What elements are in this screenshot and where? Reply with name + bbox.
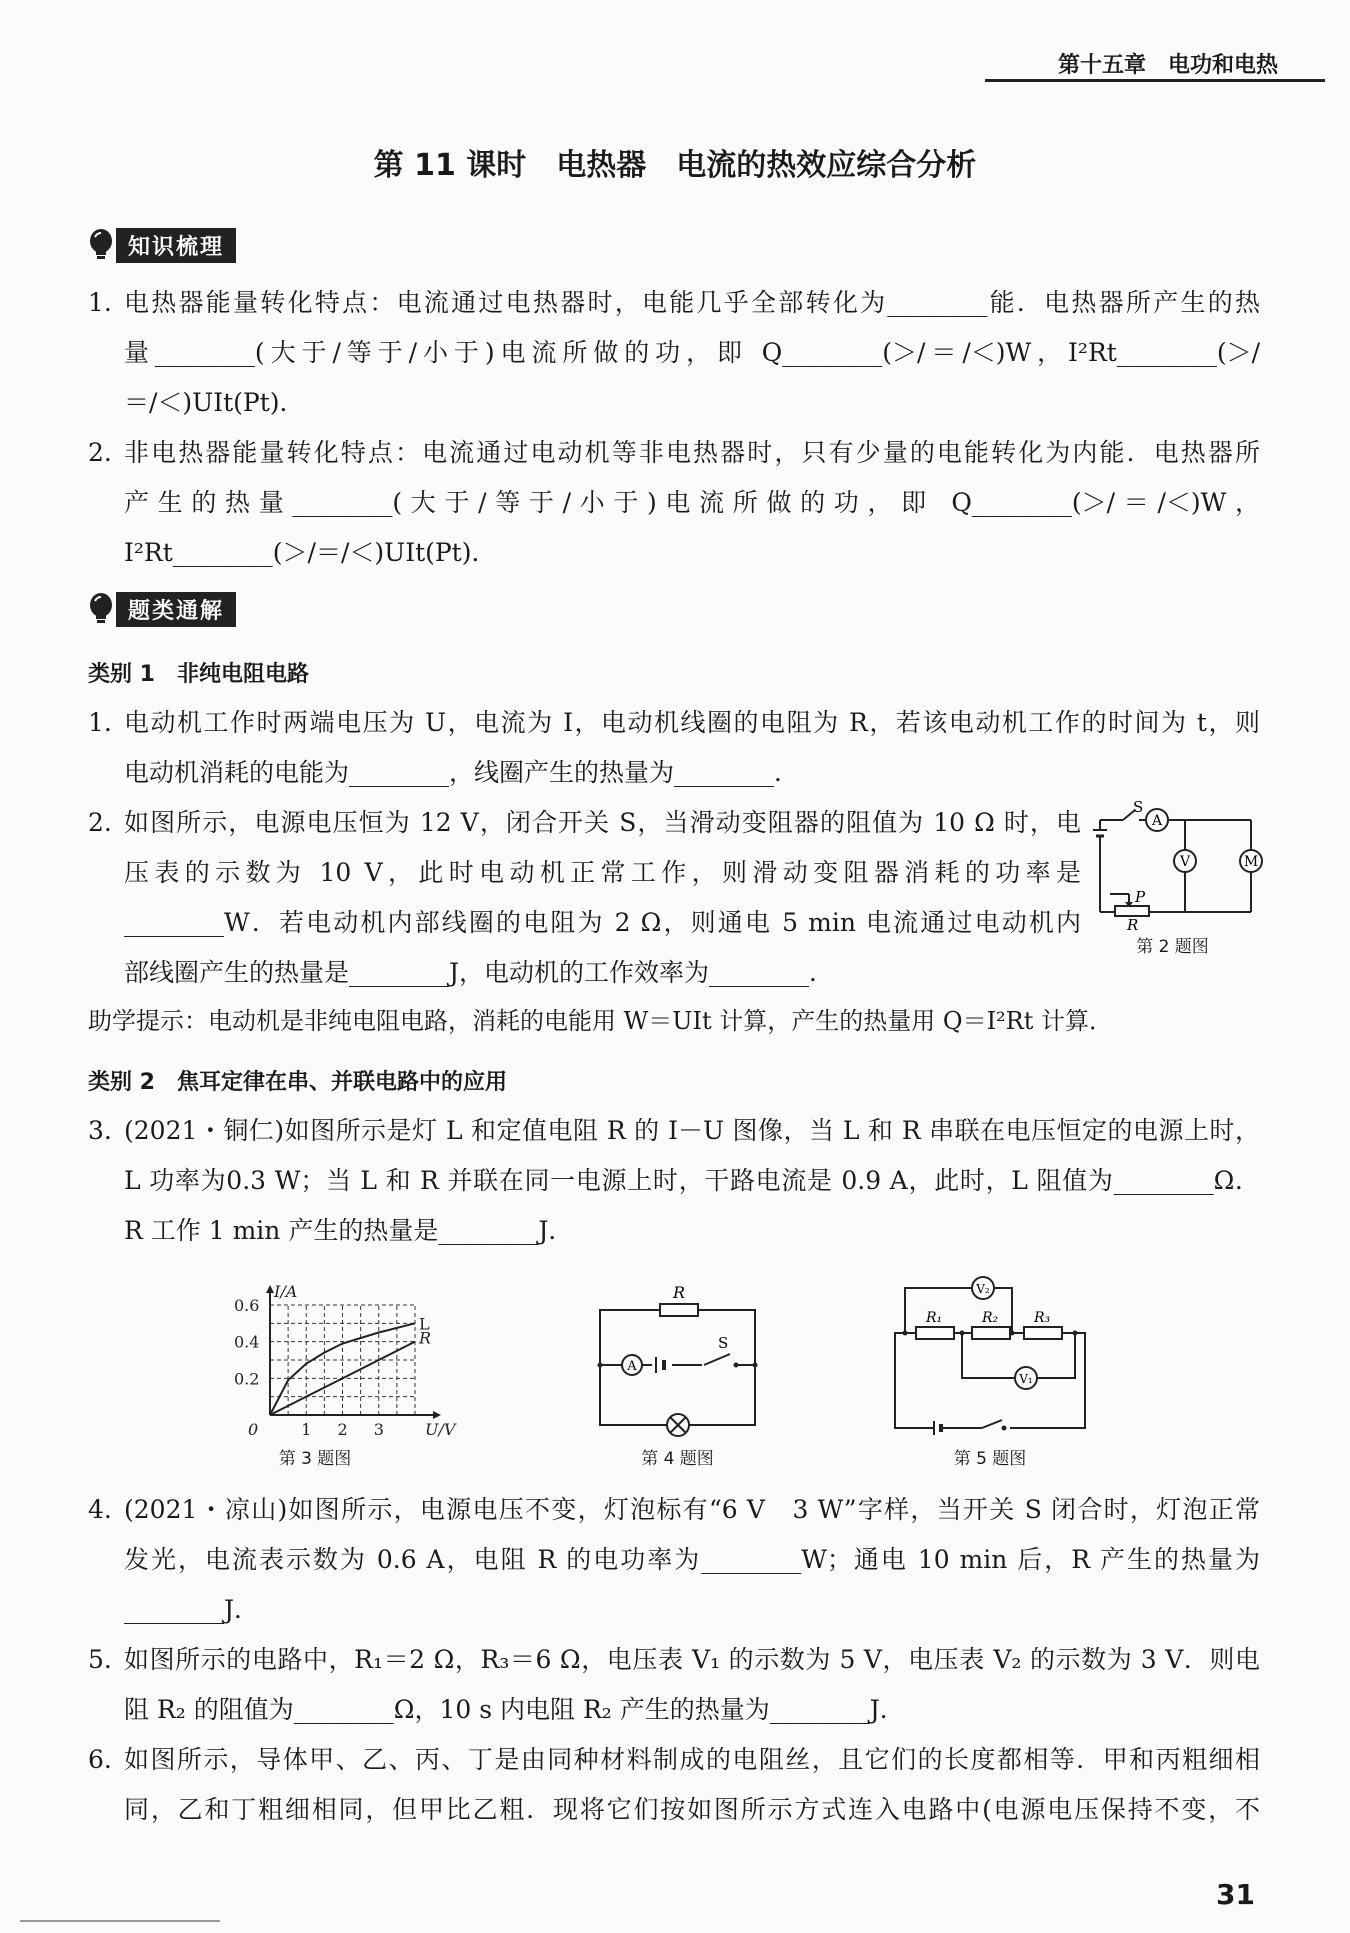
figure-caption: 第 2 题图	[1136, 937, 1209, 957]
knowledge-item-1	[88, 278, 1260, 428]
text-line: 发光，电流表示数为 0.6 A，电阻 R 的电功率为________W；通电 10 min 后，R 产生的热量为	[124, 1545, 1260, 1574]
problem-2	[88, 798, 1260, 998]
knowledge-item-2	[88, 428, 1260, 578]
category-1-block	[88, 652, 1260, 1044]
problem-6	[88, 1735, 1260, 1835]
figure-caption: 第 3 题图	[278, 1449, 352, 1469]
figure-3	[230, 1265, 470, 1469]
text-line: ＝/＜)UIt(Pt)．	[124, 388, 305, 417]
item-number: 2.	[88, 808, 112, 837]
text-line: 同，乙和丁粗细相同，但甲比乙粗．现将它们按如图所示方式连入电路中(电源电压保持不变，不	[124, 1795, 1260, 1824]
item-number: 1.	[88, 708, 112, 737]
figure-5	[890, 1270, 1090, 1469]
problem-4	[88, 1485, 1260, 1635]
r1-label: R₁	[926, 1310, 943, 1326]
circuit-diagram-2	[1085, 798, 1260, 934]
switch-label: S	[718, 1334, 729, 1352]
r3-label: R₃	[1034, 1310, 1051, 1326]
text-line: 电热器能量转化特点：电流通过电热器时，电能几乎全部转化为________能．电热器所产生的热	[124, 288, 1260, 317]
r2-label: R₂	[982, 1310, 999, 1326]
text-line: 量________(大于/等于/小于)电流所做的功，即 Q________(＞/＝/＜)W，I²Rt________(＞/	[124, 338, 1260, 367]
item-number: 4.	[88, 1495, 112, 1524]
text-line: R 工作 1 min 产生的热量是________J．	[124, 1216, 574, 1245]
problem-5	[88, 1635, 1260, 1735]
text-line: 如图所示的电路中，R₁＝2 Ω，R₃＝6 Ω，电压表 V₁ 的示数为 5 V，电压表 V₂ 的示数为 3 V．则电	[124, 1645, 1260, 1674]
item-number: 2.	[88, 438, 112, 467]
category-2-continued	[88, 1485, 1260, 1835]
ammeter-label: A	[1151, 813, 1163, 829]
category-2-title: 类别 2 焦耳定律在串、并联电路中的应用	[88, 1070, 507, 1095]
text-line: 电动机工作时两端电压为 U，电流为 I，电动机线圈的电阻为 R，若该电动机工作的时间为 t，则	[124, 708, 1260, 737]
text-line: 阻 R₂ 的阻值为________Ω，10 s 内电阻 R₂ 产生的热量为________J．	[124, 1695, 905, 1724]
x-tick-label: 2	[337, 1420, 348, 1439]
series-label-R: R	[419, 1328, 432, 1348]
circuit-diagram-4	[590, 1280, 780, 1445]
y-axis-arrow	[266, 1285, 274, 1293]
switch-label: S	[1133, 798, 1144, 816]
x-axis-arrow	[433, 1411, 441, 1419]
rheostat-label: R	[1127, 916, 1139, 934]
bottom-rule	[20, 1920, 220, 1922]
section-knowledge	[88, 228, 236, 262]
text-line: L 功率为0.3 W；当 L 和 R 并联在同一电源上时，干路电流是 0.9 A，此时，L 阻值为________Ω．	[124, 1166, 1260, 1195]
text-line: (2021・凉山)如图所示，电源电压不变，灯泡标有“6 V 3 W”字样，当开关 S 闭合时，灯泡正常	[124, 1495, 1260, 1524]
x-axis-label: U/V	[425, 1420, 456, 1439]
text-line: 电动机消耗的电能为________，线圈产生的热量为________．	[124, 758, 800, 787]
category-2-block	[88, 1060, 1260, 1256]
item-number: 5.	[88, 1645, 112, 1674]
v1-label: V₁	[1019, 1372, 1033, 1386]
text-line: I²Rt________(＞/＝/＜)UIt(Pt)．	[124, 538, 497, 567]
text-line: 压表的示数为 10 V，此时电动机正常工作，则滑动变阻器消耗的功率是	[124, 858, 1081, 887]
chapter-header: 第十五章 电功和电热	[1057, 53, 1278, 78]
y-tick-label: 0.4	[234, 1332, 260, 1352]
text-line: 如图所示，导体甲、乙、丙、丁是由同种材料制成的电阻丝，且它们的长度都相等．甲和丙粗细相	[124, 1745, 1260, 1774]
figure-4	[590, 1280, 780, 1469]
problem-3	[88, 1106, 1260, 1256]
text-line: 部线圈产生的热量是________J，电动机的工作效率为________．	[124, 958, 835, 987]
text-line: ________W．若电动机内部线圈的电阻为 2 Ω，则通电 5 min 电流通过电动机内	[124, 908, 1081, 937]
figure-2	[1085, 798, 1260, 957]
v2-label: V₂	[976, 1282, 990, 1296]
item-number: 1.	[88, 288, 112, 317]
text-line: 如图所示，电源电压恒为 12 V，闭合开关 S，当滑动变阻器的阻值为 10 Ω 时，电	[124, 808, 1081, 837]
figure-caption: 第 4 题图	[641, 1449, 714, 1469]
y-tick-label: 0.6	[234, 1296, 260, 1315]
figure-caption: 第 5 题图	[953, 1449, 1027, 1469]
x-tick-label: 3	[373, 1420, 384, 1439]
problem-1	[88, 698, 1260, 798]
text-line: (2021・铜仁)如图所示是灯 L 和定值电阻 R 的 I－U 图像，当 L 和 R 串联在电压恒定的电源上时，	[124, 1116, 1260, 1145]
section-types	[88, 592, 236, 626]
study-hint: 助学提示：电动机是非纯电阻电路，消耗的电能用 W＝UIt 计算，产生的热量用 Q＝I²Rt 计算．	[88, 1007, 1114, 1035]
x-tick-label: 1	[301, 1420, 312, 1439]
text-line: ________J．	[124, 1595, 260, 1624]
section-tag: 知识梳理	[116, 228, 236, 263]
circuit-diagram-5	[890, 1270, 1090, 1445]
section-tag: 题类通解	[116, 592, 236, 627]
page-title: 第 11 课时 电热器 电流的热效应综合分析	[373, 148, 977, 183]
lightbulb-icon	[88, 228, 114, 262]
resistor-label: R	[672, 1283, 686, 1302]
knowledge-block	[88, 278, 1260, 578]
ammeter-label: A	[627, 1359, 637, 1374]
slider-label: P	[1135, 888, 1146, 906]
voltmeter-label: V	[1179, 854, 1191, 870]
y-tick-label: 0.2	[234, 1369, 260, 1389]
item-number: 3.	[88, 1116, 112, 1145]
iu-chart	[230, 1265, 470, 1445]
y-axis-label: I/A	[274, 1282, 298, 1301]
category-1-title: 类别 1 非纯电阻电路	[88, 662, 309, 687]
text-line: 产生的热量________(大于/等于/小于)电流所做的功，即 Q________(＞/＝/＜)W，	[124, 488, 1260, 517]
text-line: 非电热器能量转化特点：电流通过电动机等非电热器时，只有少量的电能转化为内能．电热器所	[124, 438, 1260, 467]
item-number: 6.	[88, 1745, 112, 1774]
lightbulb-icon	[88, 592, 114, 626]
header-rule	[985, 79, 1325, 82]
series-label-L: L	[419, 1314, 430, 1334]
page-number: 31	[1216, 1878, 1255, 1911]
origin-label: 0	[248, 1420, 259, 1439]
motor-label: M	[1243, 854, 1259, 870]
